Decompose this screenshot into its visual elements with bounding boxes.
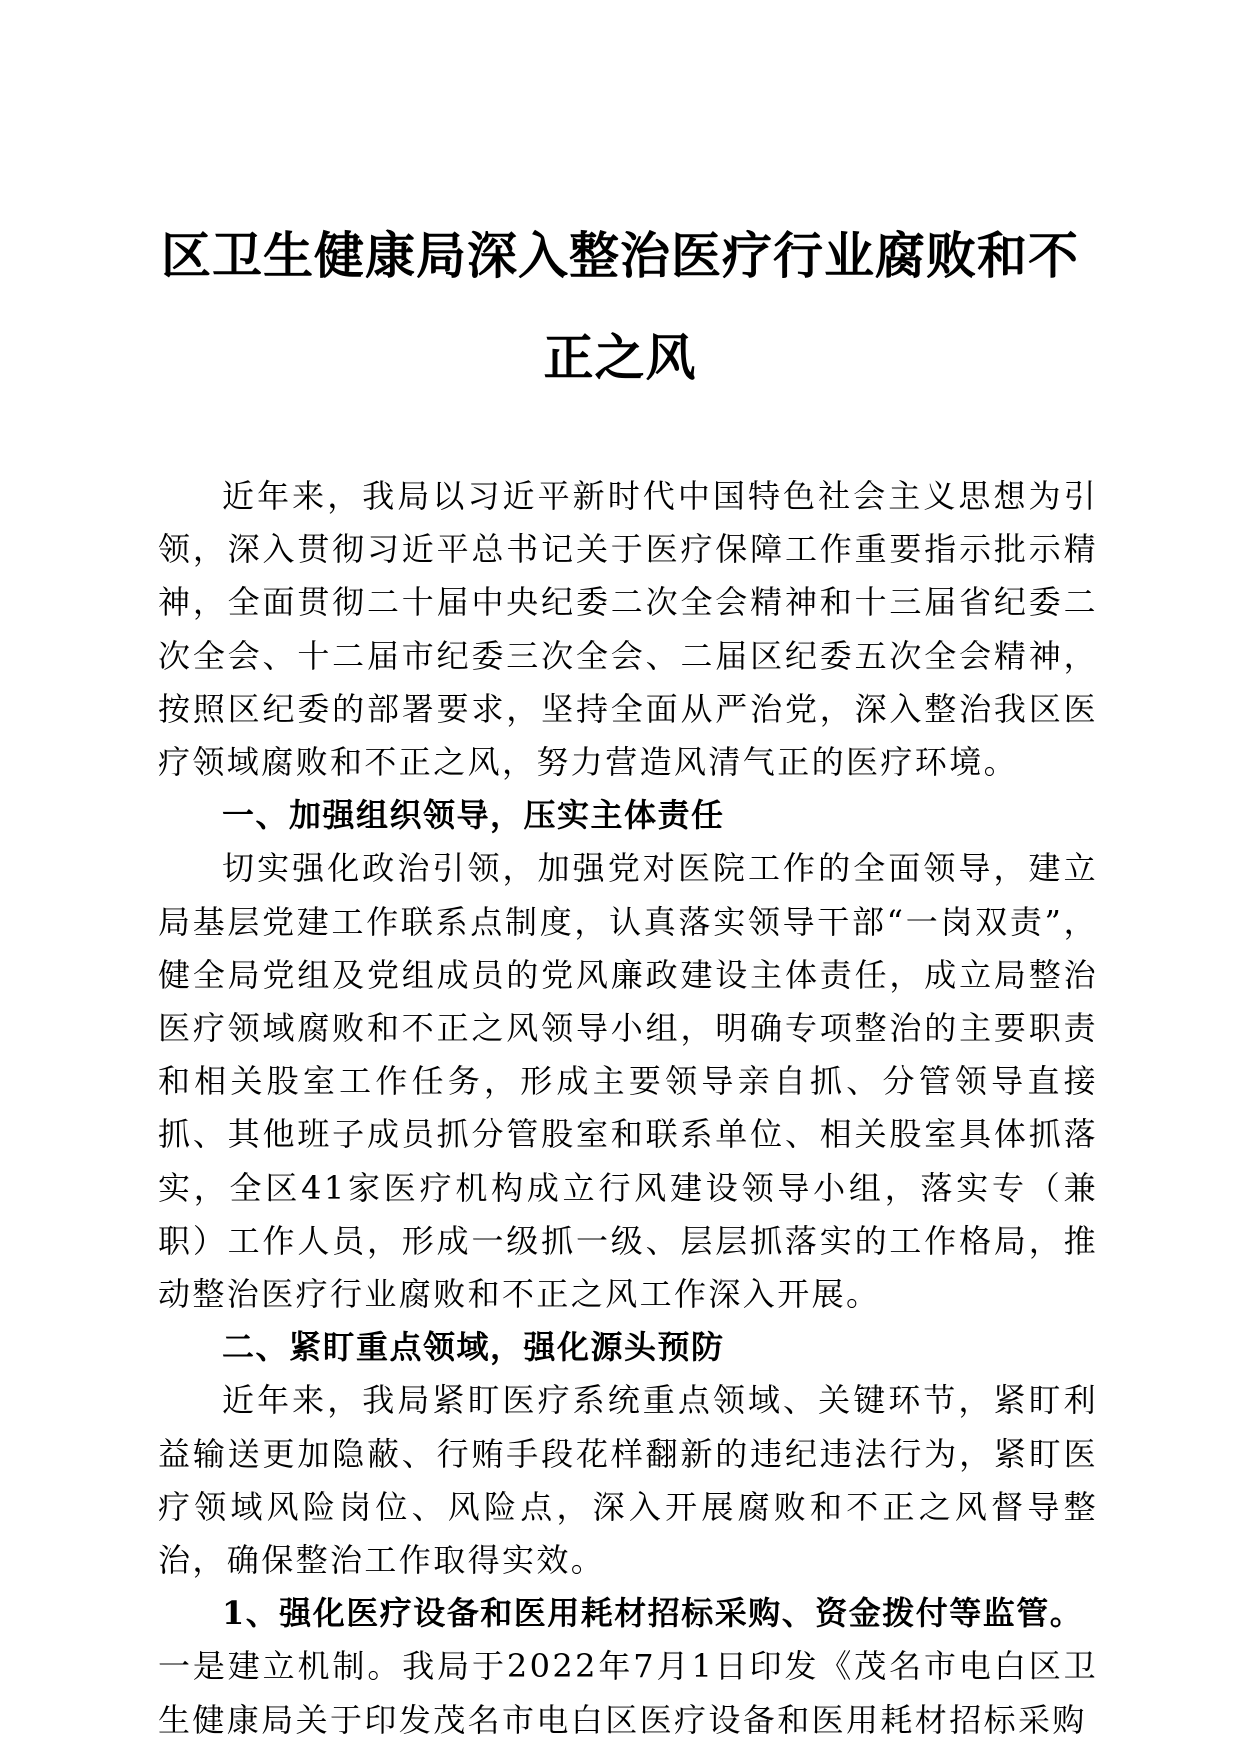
document-body: [158, 470, 1098, 1747]
section-1-paragraph: 切实强化政治引领，加强党对医院工作的全面领导，建立局基层党建工作联系点制度，认真落实领导干部“一岗双责”，健全局党组及党组成员的党风廉政建设主体责任，成立局整治医疗领域腐败和不正之风领导小组，明确专项整治的主要职责和相关股室工作任务，形成主要领导亲自抓、分管领导直接抓、其他班子成员抓分管股室和联系单位、相关股室具体抓落实，全区41家医疗机构成立行风建设领导小组，落实专（兼职）工作人员，形成一级抓一级、层层抓落实的工作格局，推动整治医疗行业腐败和不正之风工作深入开展。: [158, 849, 1098, 1314]
intro-paragraph: 近年来，我局以习近平新时代中国特色社会主义思想为引领，深入贯彻习近平总书记关于医疗保障工作重要指示批示精神，全面贯彻二十届中央纪委二次全会精神和十三届省纪委二次全会、十二届市纪委三次全会、二届区纪委五次全会精神，按照区纪委的部署要求，坚持全面从严治党，深入整治我区医疗领域腐败和不正之风，努力营造风清气正的医疗环境。: [158, 477, 1098, 782]
subsection-1-heading: 1、强化医疗设备和医用耗材招标采购、资金拨付等监管。: [222, 1594, 1084, 1633]
subsection-1-paragraph: 一是建立机制。我局于2022年7月1日印发《茂名市电白区卫生健康局关于印发茂名市电白区医疗设备和医用耗材招标采购: [158, 1647, 1098, 1739]
document-title: 区卫生健康局深入整治医疗行业腐败和不正之风: [161, 226, 1079, 387]
section-1-heading: 一、加强组织领导，压实主体责任: [222, 796, 725, 835]
section-2-heading: 二、紧盯重点领域，强化源头预防: [222, 1328, 725, 1367]
section-2-paragraph: 近年来，我局紧盯医疗系统重点领域、关键环节，紧盯利益输送更加隐蔽、行贿手段花样翻新的违纪违法行为，紧盯医疗领域风险岗位、风险点，深入开展腐败和不正之风督导整治，确保整治工作取得实效。: [158, 1381, 1098, 1580]
